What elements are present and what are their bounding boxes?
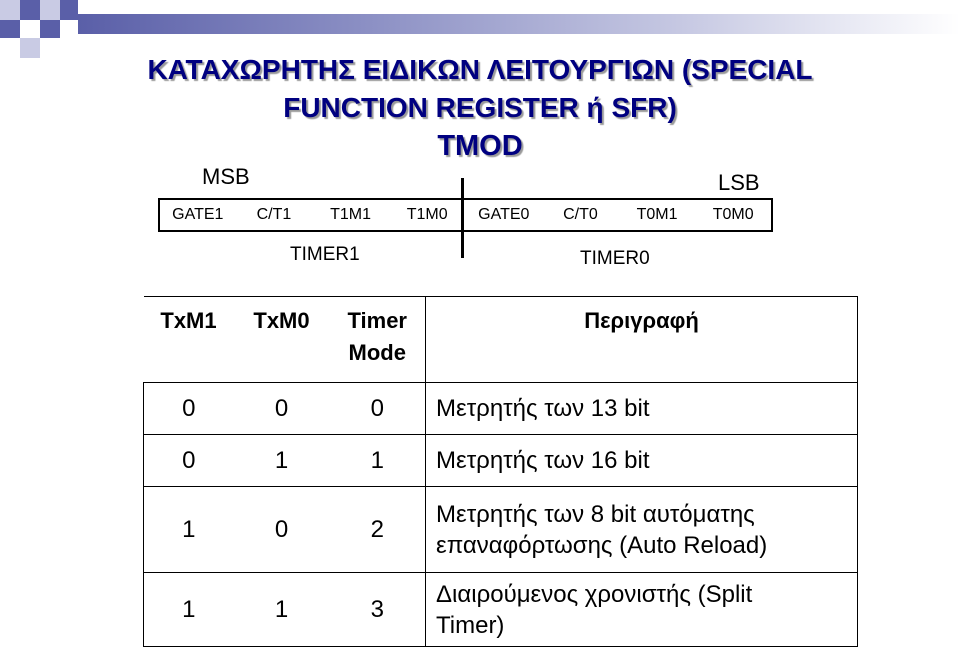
row-txm1: 1 (144, 487, 234, 573)
row-description-line2: επαναφόρτωσης (Auto Reload) (436, 531, 768, 559)
timer1-label: TIMER1 (290, 244, 360, 265)
row-description (426, 573, 858, 647)
bit-cell: GATE0 (478, 206, 530, 223)
header-timer-mode-line1: Timer (347, 308, 407, 333)
row-mode: 2 (330, 487, 426, 573)
row-mode: 0 (330, 383, 426, 435)
bit-cell: T0M1 (636, 206, 678, 223)
tmod-register-bits (158, 198, 773, 232)
row-txm1: 0 (144, 383, 234, 435)
timer-mode-table (143, 296, 858, 647)
bit-cell: GATE1 (172, 206, 224, 223)
table-row (144, 573, 858, 647)
bit-cell: T0M0 (712, 206, 754, 223)
row-mode: 3 (330, 573, 426, 647)
header-timer-mode-line2: Mode (348, 340, 406, 365)
title-register-name: TMOD (437, 130, 523, 162)
bit-cell: C/T1 (256, 206, 292, 223)
header-gradient-bar (78, 14, 960, 34)
table-row (144, 435, 858, 487)
row-txm0: 1 (234, 573, 330, 647)
header-txm0: TxM0 (234, 297, 330, 383)
row-description-line1: Μετρητής των 13 bit (436, 395, 650, 422)
row-txm1: 0 (144, 435, 234, 487)
header-txm1: TxM1 (144, 297, 234, 383)
row-txm0: 1 (234, 435, 330, 487)
timer0-label: TIMER0 (580, 248, 650, 269)
row-description (426, 435, 858, 487)
bit-cell: T1M1 (330, 206, 372, 223)
bit-cell: C/T0 (563, 206, 598, 223)
row-description (426, 383, 858, 435)
table-row (144, 383, 858, 435)
title-line-1: ΚΑΤΑΧΩΡΗΤΗΣ ΕΙΔΙΚΩΝ ΛΕΙΤΟΥΡΓΙΩΝ (SPECIAL (147, 54, 813, 85)
row-txm0: 0 (234, 487, 330, 573)
timer-divider-line (461, 178, 464, 258)
row-description-line1: Μετρητής των 8 bit αυτόματης (436, 500, 755, 528)
bit-cell: T1M0 (406, 206, 448, 223)
table-row (144, 487, 858, 573)
row-mode: 1 (330, 435, 426, 487)
lsb-label: LSB (718, 170, 760, 195)
row-description-line2: Timer) (436, 611, 505, 639)
row-description (426, 487, 858, 573)
header-description: Περιγραφή (426, 297, 858, 383)
row-description-line1: Μετρητής των 16 bit (436, 447, 650, 474)
row-txm0: 0 (234, 383, 330, 435)
header-timer-mode (330, 297, 426, 383)
row-txm1: 1 (144, 573, 234, 647)
row-description-line1: Διαιρούμενος χρονιστής (Split (436, 580, 753, 608)
msb-label: MSB (202, 164, 250, 189)
title-line-2: FUNCTION REGISTER ή SFR) (283, 92, 677, 123)
